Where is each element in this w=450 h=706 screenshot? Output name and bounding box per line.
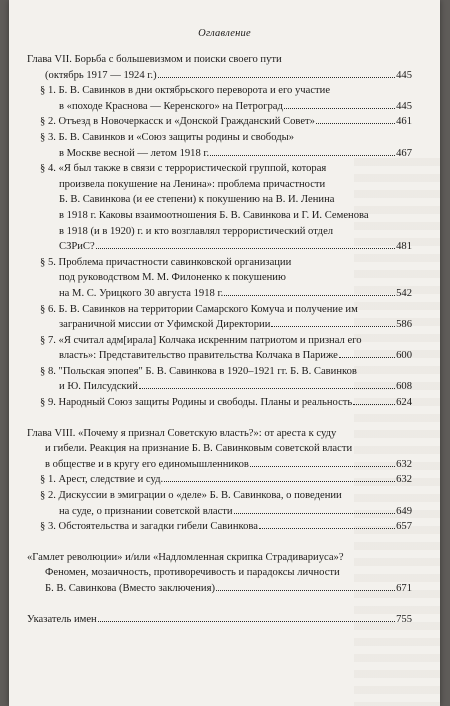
book-page — [9, 0, 440, 706]
toc-section-last-line — [40, 395, 412, 411]
toc-section-line: Б. В. Савинкова (и ее степени) к покушению на В. И. Ленина — [59, 194, 335, 206]
leader-dots — [339, 357, 395, 358]
toc-section-line: § 3. Б. В. Савинков и «Союз защиты родины и свободы» — [40, 131, 294, 143]
toc-section-last-line — [40, 99, 412, 115]
leader-dots — [164, 481, 395, 482]
spacer — [27, 535, 412, 550]
toc-section — [27, 255, 412, 302]
toc-section-text: § 9. Народный Союз защиты Родины и свободы. Планы и реальность — [40, 397, 353, 409]
toc-section-line: § 7. «Я считал адм[ирала] Колчака искренним патриотом и признал его — [40, 334, 362, 346]
toc-section-text: на М. С. Урицкого 30 августа 1918 г. — [59, 287, 224, 299]
chapter-8-title-line2: и гибели. Реакция на признание Б. В. Савинковым советской власти — [45, 443, 353, 455]
toc-section-text: в «походе Краснова — Керенского» на Петроград — [59, 100, 283, 112]
toc-section-page: 481 — [396, 241, 412, 253]
toc-section-line: § 6. Б. В. Савинков на территории Самарского Комуча и получение им — [40, 303, 358, 315]
toc-section-text: и Ю. Пилсудский — [59, 381, 138, 393]
toc-section-page: 467 — [396, 147, 412, 159]
spacer — [27, 411, 412, 426]
spacer — [27, 597, 412, 612]
index-label: Указатель имен — [27, 613, 97, 625]
leader-dots — [284, 108, 395, 109]
index-entry — [27, 612, 412, 628]
chapter-7-title-line2 — [27, 68, 412, 84]
leader-dots — [271, 326, 395, 327]
chapter-7-page: 445 — [396, 69, 412, 81]
toc-section — [27, 395, 412, 411]
leader-dots — [259, 528, 395, 529]
chapter-8-sections — [27, 472, 412, 534]
toc-section — [27, 114, 412, 130]
toc-section — [27, 83, 412, 114]
chapter-7-sections — [27, 83, 412, 410]
toc-section-text: на суде, о признании советской власти — [59, 505, 233, 517]
toc-section — [27, 161, 412, 255]
toc-section-page: 608 — [396, 381, 412, 393]
toc-section-last-line — [40, 146, 412, 162]
chapter-7-title-text: (октябрь 1917 — 1924 г.) — [45, 69, 157, 81]
conclusion-page: 671 — [396, 583, 412, 594]
leader-dots — [316, 123, 395, 124]
index-page: 755 — [396, 613, 412, 625]
toc-section — [27, 488, 412, 519]
toc-section-page: 461 — [396, 116, 412, 128]
toc-section-last-line — [40, 472, 412, 488]
toc-section-line: в 1918 (и в 1920) г. и кто возглавлял террористический отдел — [59, 225, 334, 237]
toc-section-line: § 5. Проблема причастности савинковской организации — [40, 256, 292, 268]
toc-section-page: 657 — [396, 521, 412, 533]
toc-section — [27, 302, 412, 333]
toc-section-page: 632 — [396, 474, 412, 486]
leader-dots — [98, 621, 395, 622]
toc-section-text: § 2. Отъезд в Новочеркасск и «Донской Гражданский Совет» — [40, 116, 315, 128]
leader-dots — [96, 248, 395, 249]
toc-section-page: 445 — [396, 100, 412, 112]
toc-section-line: § 8. "Польская эпопея" Б. В. Савинкова в 1920–1921 гг. Б. В. Савинков — [40, 365, 357, 377]
toc-section-last-line — [40, 519, 412, 535]
chapter-8-title-text: в обществе и в кругу его единомышленников — [45, 458, 249, 470]
toc-section-last-line — [40, 239, 412, 255]
toc-section-line: в 1918 г. Каковы взаимоотношения Б. В. Савинкова и Г. И. Семенова — [59, 209, 369, 221]
toc-section-line: § 1. Б. В. Савинков в дни октябрьского переворота и его участие — [40, 85, 331, 97]
toc-section — [27, 519, 412, 535]
leader-dots — [250, 466, 395, 467]
toc-section — [27, 472, 412, 488]
toc-section-text: заграничной миссии от Уфимской Директории — [59, 319, 271, 331]
toc-section-line: под руководством М. М. Филоненко к покушению — [59, 272, 286, 284]
toc-section-page: 600 — [396, 350, 412, 362]
toc-section-line: произвела покушение на Ленина»: проблема причастности — [59, 178, 326, 190]
conclusion-text: Б. В. Савинкова (Вместо заключения) — [45, 583, 215, 594]
toc-section-text: в Москве весной — летом 1918 г. — [59, 147, 210, 159]
conclusion-line1: «Гамлет революции» и/или «Надломленная скрипка Страдивариуса»? — [27, 551, 344, 563]
toc-section-last-line — [40, 348, 412, 364]
toc-section-page: 649 — [396, 505, 412, 517]
toc-section-text: § 3. Обстоятельства и загадки гибели Савинкова — [40, 521, 258, 533]
conclusion-line3 — [27, 581, 412, 597]
toc-section-page: 586 — [396, 319, 412, 331]
page-header: Оглавление — [198, 28, 251, 39]
toc-section-last-line — [40, 286, 412, 302]
toc-section-page: 624 — [396, 397, 412, 409]
toc-section-line: § 4. «Я был также в связи с террористической группой, которая — [40, 163, 327, 175]
toc-section-text: СЗРиС? — [59, 241, 95, 253]
toc-section-page: 542 — [396, 287, 412, 299]
chapter-8 — [27, 426, 412, 535]
leader-dots — [139, 388, 395, 389]
leader-dots — [210, 155, 395, 156]
toc-section-text: власть»: Представительство правительства Колчака в Париже — [59, 350, 338, 362]
toc-section-last-line — [40, 317, 412, 333]
table-of-contents — [27, 52, 412, 627]
leader-dots — [216, 590, 395, 591]
toc-section — [27, 130, 412, 161]
conclusion — [27, 550, 412, 597]
chapter-8-page: 632 — [396, 458, 412, 470]
toc-section-last-line — [40, 114, 412, 130]
chapter-8-title-line1: Глава VIII. «Почему я признал Советскую власть?»: от ареста к суду — [27, 427, 337, 439]
toc-section-line: § 2. Дискуссии в эмиграции о «деле» Б. В. Савинкова, о поведении — [40, 490, 342, 502]
leader-dots — [158, 77, 396, 78]
leader-dots — [353, 404, 395, 405]
toc-section-last-line — [40, 379, 412, 395]
chapter-8-title-line3 — [27, 457, 412, 473]
chapter-7-title-line1: Глава VII. Борьба с большевизмом и поиски своего пути — [27, 54, 282, 65]
toc-section-last-line — [40, 504, 412, 520]
toc-section-text: § 1. Арест, следствие и суд. — [40, 474, 164, 486]
toc-section — [27, 364, 412, 395]
leader-dots — [224, 295, 395, 296]
conclusion-line2: Феномен, мозаичность, противоречивость и парадоксы личности — [45, 567, 340, 579]
chapter-7 — [27, 52, 412, 411]
toc-section — [27, 333, 412, 364]
leader-dots — [234, 513, 396, 514]
